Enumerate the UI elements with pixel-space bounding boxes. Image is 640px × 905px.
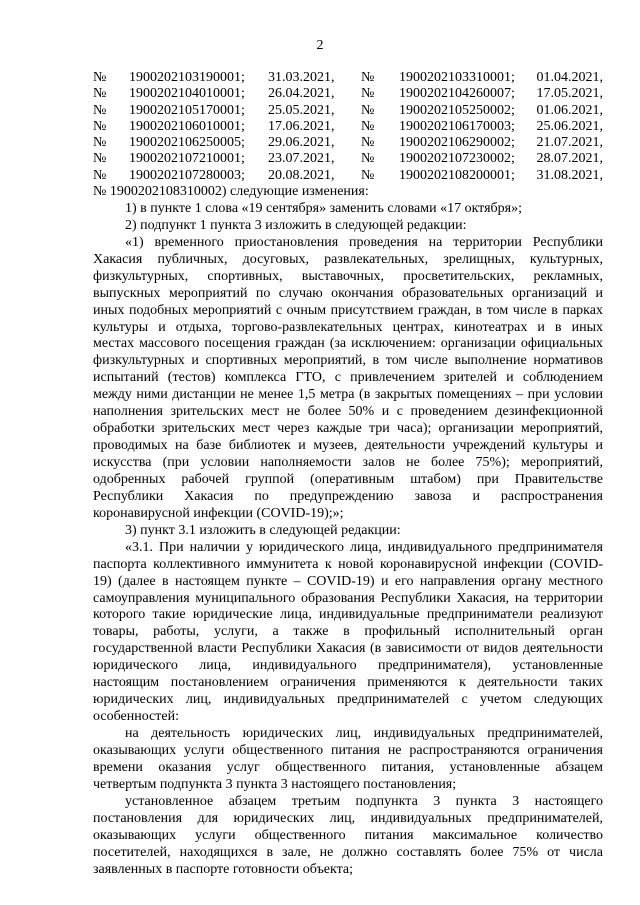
text-line: культуры и отдыха, торгово-развлекательных центрах, кинотеатрах и в иных [93, 319, 603, 335]
text-line: на деятельность юридических лиц, индивидуальных предпринимателей, [125, 726, 603, 741]
text-line: местах массового посещения граждан (за исключением: организации официальных [93, 336, 603, 352]
number-sign: № [93, 151, 107, 167]
registry-number: 1900202107230002; [399, 151, 515, 167]
registry-number: 1900202104010001; [129, 86, 245, 102]
registry-row [93, 168, 603, 184]
registry-number: 1900202106250005; [129, 135, 245, 151]
text-line: обработки зрительских мест через каждые три часа); организации мероприятий, [93, 421, 603, 437]
text-line: оказывающих услуги общественного питания максимальное количество [93, 827, 603, 843]
text-line: 19) (далее в настоящем пункте – COVID-19) и его направления органу местного [93, 573, 603, 589]
registry-date: 29.06.2021, [268, 135, 335, 151]
text-line: времени оказания услуг общественного питания, установленные абзацем [93, 759, 603, 775]
registry-number: 1900202103310001; [399, 70, 515, 85]
text-line: особенностей: [93, 709, 179, 725]
number-sign: № [361, 135, 375, 151]
number-sign: № [93, 70, 107, 85]
text-line: 3) пункт 3.1 изложить в следующей редакции: [125, 522, 401, 538]
number-sign: № [93, 135, 107, 151]
registry-number: 1900202104260007; [399, 86, 515, 102]
number-sign: № [361, 70, 375, 85]
text-line: паспорта коллективного иммунитета к новой коронавирусной инфекции (COVID- [93, 556, 603, 572]
text-line: одобренных рабочей группой (оперативным штабом) при Правительстве [93, 471, 603, 487]
registry-number: 1900202106170003; [399, 118, 515, 134]
registry-date: 17.06.2021, [268, 118, 335, 134]
registry-number: 1900202106290002; [399, 135, 515, 151]
registry-row [93, 70, 603, 86]
registry-row [93, 135, 603, 151]
text-line: посетителей, находящихся в зале, не должно составлять более 75% от числа [93, 844, 603, 860]
text-line: физкультурных, спортивных, выставочных, просветительских, рекламных, [93, 268, 603, 284]
page-number: 2 [316, 38, 324, 53]
number-sign: № [361, 151, 375, 167]
text-line: наполнения зрительских мест не более 50% и с проведением дезинфекционной [93, 404, 603, 420]
registry-date: 26.04.2021, [268, 86, 335, 102]
registry-number: 1900202107210001; [129, 151, 245, 167]
text-line: постановления для юридических лиц, индивидуальных предпринимателей, [93, 810, 603, 826]
text-line: товары, работы, услуги, а также в профильный исполнительный орган [93, 624, 603, 640]
registry-number: 1900202105170001; [129, 102, 245, 118]
text-line: Хакасия публичных, досуговых, развлекательных, зрелищных, культурных, [93, 251, 603, 267]
number-sign: № [93, 86, 107, 102]
registry-date: 23.07.2021, [268, 151, 335, 167]
text-line: четвертым подпункта 3 пункта 3 настоящего постановления; [93, 776, 457, 792]
text-line: проводимых на базе библиотек и музеев, деятельности учреждений культуры и [93, 438, 603, 454]
registry-date: 17.05.2021, [536, 86, 603, 102]
text-line: искусства (при условии наполняемости залов не более 75%); мероприятий, [93, 455, 603, 470]
registry-row [93, 103, 603, 119]
registry-number: 1900202103190001; [129, 70, 245, 85]
registry-number: 1900202108200001; [399, 167, 515, 183]
text-line: «3.1. При наличии у юридического лица, индивидуального предпринимателя [125, 539, 603, 555]
registry-date: 01.06.2021, [536, 102, 603, 118]
number-sign: № [93, 167, 107, 183]
registry-list [93, 70, 603, 184]
number-sign: № [361, 118, 375, 134]
text-line: 1) в пункте 1 слова «19 сентября» заменить словами «17 октября»; [125, 200, 523, 216]
text-line: физкультурных и спортивных мероприятий, в том числе выполнение нормативов [93, 353, 603, 369]
number-sign: № [361, 102, 375, 118]
text-line: Республики Хакасия по предупреждению завоза и распространения [93, 488, 603, 504]
registry-date: 31.03.2021, [268, 70, 335, 85]
text-line: выпускных мероприятий по случаю окончания образовательных организаций и [93, 285, 603, 301]
number-sign: № [93, 118, 107, 134]
registry-number: 1900202105250002; [399, 102, 515, 118]
text-line: заявленных в паспорте готовности объекта; [93, 861, 354, 877]
text-line: установленное абзацем третьим подпункта 3 пункта 3 настоящего [125, 793, 603, 809]
text-line: юридического лица, индивидуального предпринимателя), установленные [93, 658, 603, 674]
text-line: настоящим постановлением ограничения применяются к деятельности таких [93, 675, 603, 691]
number-sign: № [361, 167, 375, 183]
text-line: самоуправления муниципального образования Республики Хакасия, на территории [93, 590, 603, 606]
registry-date: 20.08.2021, [268, 167, 335, 183]
registry-date: 28.07.2021, [536, 151, 603, 167]
registry-date: 31.08.2021, [536, 167, 603, 183]
registry-date: 25.06.2021, [536, 118, 603, 134]
registry-row [93, 86, 603, 102]
document-body [93, 184, 603, 878]
registry-row [93, 151, 603, 167]
registry-date: 01.04.2021, [536, 70, 603, 85]
text-line: иных подобных мероприятий с очным присутствием граждан, в том числе в парках [93, 302, 603, 318]
registry-date: 25.05.2021, [268, 102, 335, 118]
registry-number: 1900202106010001; [129, 118, 245, 134]
text-line: оказывающих услуги общественного питания не распространяются ограничения [93, 742, 603, 758]
text-line: 2) подпункт 1 пункта 3 изложить в следующей редакции: [125, 217, 467, 233]
text-line: государственной власти Республики Хакасия (в зависимости от видов деятельности [93, 641, 603, 657]
text-line: испытаний (тестов) комплекса ГТО, с привлечением зрителей и соблюдением [93, 370, 603, 386]
text-line: № 1900202108310002) следующие изменения: [93, 184, 369, 199]
number-sign: № [93, 102, 107, 118]
text-line: между ними дистанции не менее 1,5 метра (в закрытых помещениях – при условии [93, 387, 603, 403]
text-line: которого такие юридические лица, индивидуальные предприниматели реализуют [93, 607, 603, 623]
registry-date: 21.07.2021, [536, 135, 603, 151]
registry-row [93, 119, 603, 135]
registry-number: 1900202107280003; [129, 167, 245, 183]
text-line: «1) временного приостановления проведения на территории Республики [125, 234, 603, 250]
text-line: юридических лиц, индивидуальных предпринимателей с учетом следующих [93, 692, 603, 708]
text-line: коронавирусной инфекции (COVID-19);»; [93, 505, 344, 521]
number-sign: № [361, 86, 375, 102]
